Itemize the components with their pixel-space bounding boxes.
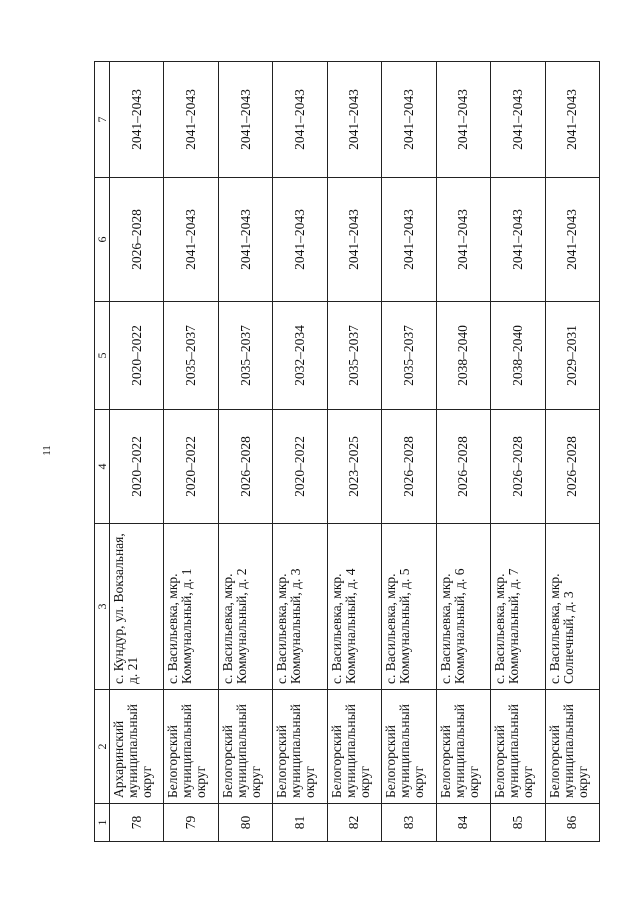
- table-row: [273, 62, 327, 842]
- period-cell: 2035–2037: [164, 302, 218, 410]
- address-cell: с. Васильевка, мкр. Коммунальный, д. 1: [164, 524, 218, 690]
- row-number-cell: 81: [273, 804, 327, 842]
- address-cell: с. Васильевка, мкр. Коммунальный, д. 7: [491, 524, 545, 690]
- district-cell: Белогорский муниципальный округ: [327, 690, 381, 804]
- period-cell: 2041–2043: [110, 62, 164, 178]
- district-cell: Белогорский муниципальный округ: [436, 690, 490, 804]
- period-cell: 2020–2022: [164, 410, 218, 524]
- period-cell: 2035–2037: [218, 302, 272, 410]
- page-number: 11: [40, 445, 53, 456]
- header-cell: 5: [95, 302, 110, 410]
- row-number-cell: 82: [327, 804, 381, 842]
- period-cell: 2026–2028: [218, 410, 272, 524]
- row-number-cell: 84: [436, 804, 490, 842]
- address-cell: с. Васильевка, мкр. Солнечный, д. 3: [545, 524, 600, 690]
- header-row: [95, 62, 110, 842]
- period-cell: 2041–2043: [491, 178, 545, 302]
- period-cell: 2041–2043: [436, 62, 490, 178]
- district-cell: Белогорский муниципальный округ: [545, 690, 600, 804]
- table-row: [327, 62, 381, 842]
- row-number-cell: 80: [218, 804, 272, 842]
- period-cell: 2038–2040: [491, 302, 545, 410]
- period-cell: 2026–2028: [110, 178, 164, 302]
- period-cell: 2026–2028: [382, 410, 436, 524]
- period-cell: 2023–2025: [327, 410, 381, 524]
- address-cell: с. Васильевка, мкр. Коммунальный, д. 5: [382, 524, 436, 690]
- period-cell: 2041–2043: [327, 62, 381, 178]
- period-cell: 2041–2043: [273, 178, 327, 302]
- table-row: [491, 62, 545, 842]
- table-row: [110, 62, 164, 842]
- period-cell: 2038–2040: [436, 302, 490, 410]
- period-cell: 2029–2031: [545, 302, 600, 410]
- period-cell: 2041–2043: [545, 178, 600, 302]
- period-cell: 2041–2043: [164, 62, 218, 178]
- rotated-table-container: [94, 62, 600, 842]
- header-cell: 6: [95, 178, 110, 302]
- row-number-cell: 83: [382, 804, 436, 842]
- row-number-cell: 78: [110, 804, 164, 842]
- period-cell: 2035–2037: [382, 302, 436, 410]
- period-cell: 2032–2034: [273, 302, 327, 410]
- period-cell: 2041–2043: [218, 62, 272, 178]
- period-cell: 2020–2022: [110, 410, 164, 524]
- period-cell: 2020–2022: [110, 302, 164, 410]
- period-cell: 2026–2028: [545, 410, 600, 524]
- period-cell: 2041–2043: [327, 178, 381, 302]
- address-cell: с. Кундур, ул. Вокзальная, д. 21: [110, 524, 164, 690]
- period-cell: 2041–2043: [382, 178, 436, 302]
- table-row: [382, 62, 436, 842]
- district-cell: Белогорский муниципальный округ: [273, 690, 327, 804]
- address-cell: с. Васильевка, мкр. Коммунальный, д. 4: [327, 524, 381, 690]
- header-cell: 4: [95, 410, 110, 524]
- schedule-table: [94, 61, 600, 842]
- header-cell: 1: [95, 804, 110, 842]
- period-cell: 2041–2043: [273, 62, 327, 178]
- address-cell: с. Васильевка, мкр. Коммунальный, д. 3: [273, 524, 327, 690]
- period-cell: 2026–2028: [436, 410, 490, 524]
- period-cell: 2041–2043: [436, 178, 490, 302]
- district-cell: Белогорский муниципальный округ: [382, 690, 436, 804]
- period-cell: 2035–2037: [327, 302, 381, 410]
- table-row: [218, 62, 272, 842]
- row-number-cell: 85: [491, 804, 545, 842]
- period-cell: 2026–2028: [491, 410, 545, 524]
- period-cell: 2041–2043: [382, 62, 436, 178]
- district-cell: Белогорский муниципальный округ: [218, 690, 272, 804]
- period-cell: 2041–2043: [545, 62, 600, 178]
- address-cell: с. Васильевка, мкр. Коммунальный, д. 6: [436, 524, 490, 690]
- header-cell: 3: [95, 524, 110, 690]
- header-cell: 7: [95, 62, 110, 178]
- district-cell: Архаринский муниципальный округ: [110, 690, 164, 804]
- district-cell: Белогорский муниципальный округ: [491, 690, 545, 804]
- table-row: [164, 62, 218, 842]
- period-cell: 2041–2043: [491, 62, 545, 178]
- period-cell: 2041–2043: [164, 178, 218, 302]
- row-number-cell: 79: [164, 804, 218, 842]
- row-number-cell: 86: [545, 804, 600, 842]
- header-cell: 2: [95, 690, 110, 804]
- table-row: [545, 62, 600, 842]
- table-row: [436, 62, 490, 842]
- period-cell: 2041–2043: [218, 178, 272, 302]
- period-cell: 2020–2022: [273, 410, 327, 524]
- district-cell: Белогорский муниципальный округ: [164, 690, 218, 804]
- address-cell: с. Васильевка, мкр. Коммунальный, д. 2: [218, 524, 272, 690]
